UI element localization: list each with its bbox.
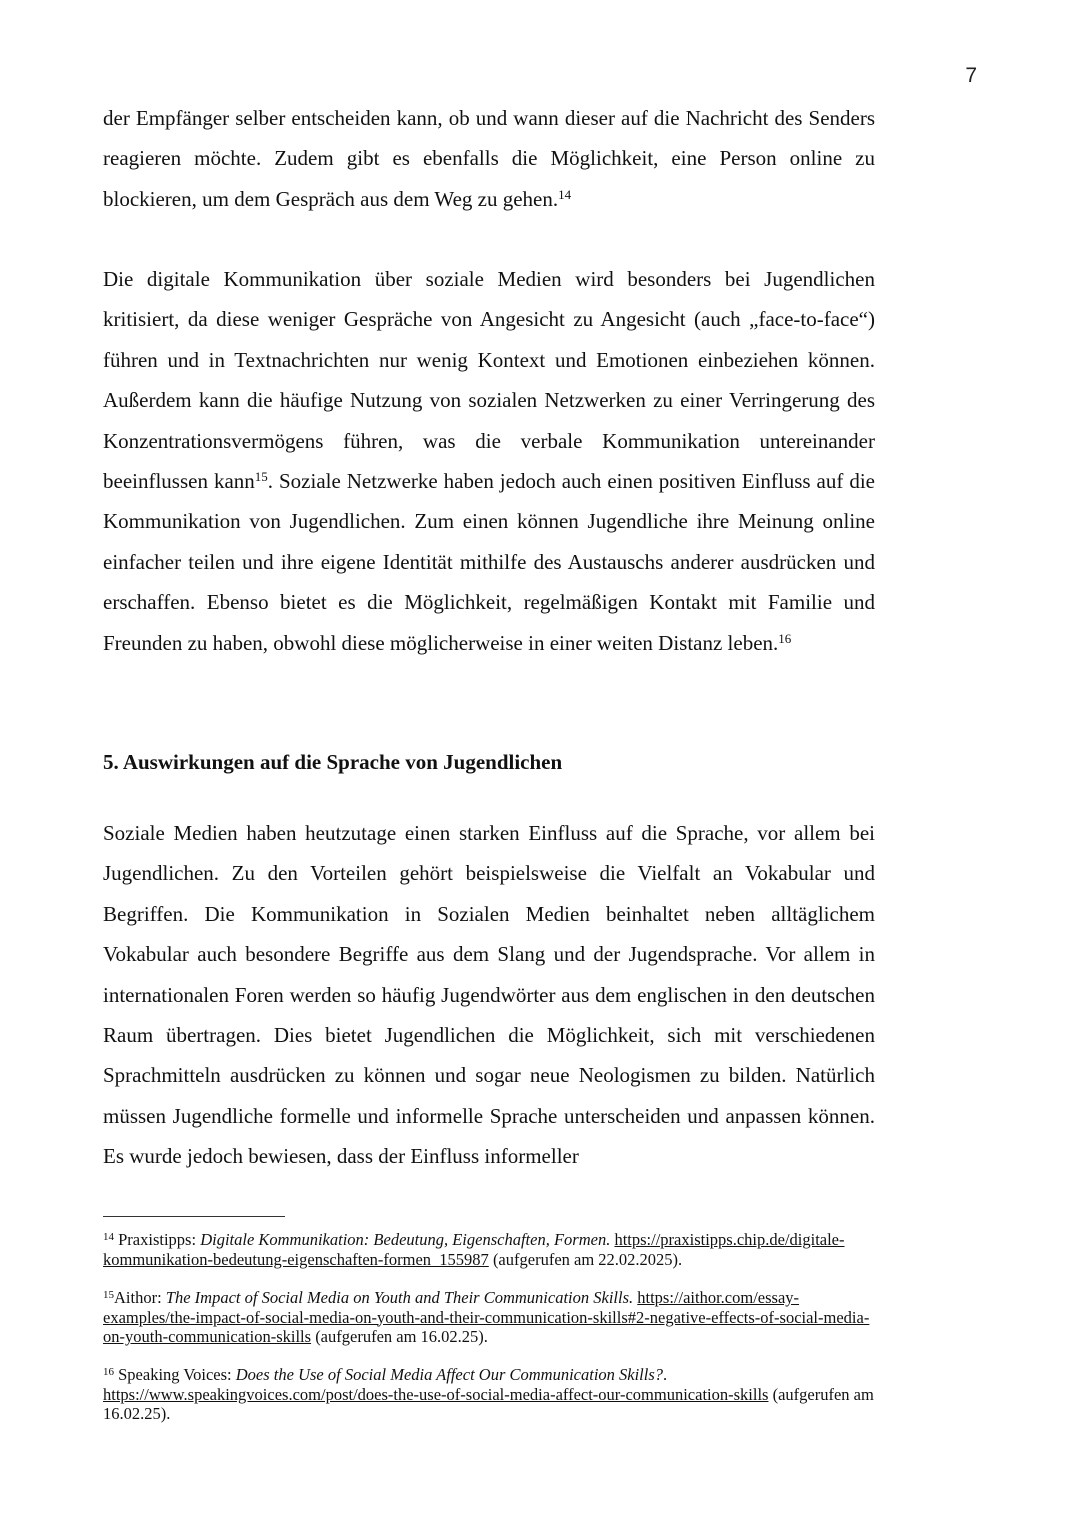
footnote-number: 14	[103, 1231, 114, 1243]
paragraph-text: der Empfänger selber entscheiden kann, ob und wann dieser auf die Nachricht des Senders reagieren möchte. Zudem gibt es ebenfalls die Möglichkeit, eine Person online zu blockieren, um dem Gespräch aus dem Weg zu gehen.	[103, 106, 875, 211]
footnote-accessed: (aufgerufen am 16.02.25).	[311, 1327, 488, 1347]
body-paragraph	[103, 98, 875, 219]
footnote-reference[interactable]: 14	[558, 186, 572, 202]
footnote	[103, 1365, 878, 1424]
footnote-reference[interactable]: 15	[254, 469, 268, 485]
section-heading: 5. Auswirkungen auf die Sprache von Jugendlichen	[103, 750, 563, 774]
paragraph-text: . Soziale Netzwerke haben jedoch auch einen positiven Einfluss auf die Kommunikation von Jugendlichen. Zum einen können Jugendliche ihre Meinung online einfacher teilen und ihre eigene Identität mithilfe des Austauschs anderer ausdrücken und erschaffen. Ebenso bietet es die Möglichkeit, regelmäßigen Kontakt mit Familie und Freunden zu haben, obwohl diese möglicherweise in einer weiten Distanz leben.	[103, 469, 875, 655]
footnote-title: Digitale Kommunikation: Bedeutung, Eigenschaften, Formen.	[200, 1230, 611, 1249]
page-number: 7	[965, 64, 977, 87]
footnote-separator	[103, 1216, 285, 1217]
footnote-source: Speaking Voices:	[114, 1365, 236, 1384]
footnote-number: 16	[103, 1366, 114, 1378]
paragraph-text: Soziale Medien haben heutzutage einen starken Einfluss auf die Sprache, vor allem bei Jugendlichen. Zu den Vorteilen gehört beispielsweise die Vielfalt an Vokabular und Begriffen. Die Kommunikation in Sozialen Medien beinhaltet neben alltäglichem Vokabular auch besondere Begriffe aus dem Slang und der Jugendsprache. Vor allem in internationalen Foren werden so häufig Jugendwörter aus dem englischen in den deutschen Raum übertragen. Dies bietet Jugendlichen die Möglichkeit, sich mit verschiedenen Sprachmitteln ausdrücken zu können und sogar neue Neologismen zu bilden. Natürlich müssen Jugendliche formelle und informelle Sprache unterscheiden und anpassen können. Es wurde jedoch bewiesen, dass der Einfluss informeller	[103, 821, 875, 1169]
footnote-reference[interactable]: 16	[778, 630, 792, 646]
footnote-link[interactable]: https://praxistipps.chip.de/digitale-kommunikation-bedeutung-eigenschaften-formen_155987	[103, 1230, 845, 1269]
footnote-source: Praxistipps:	[114, 1230, 201, 1249]
footnote-number: 15	[103, 1289, 114, 1301]
body-paragraph	[103, 259, 875, 663]
footnote	[103, 1288, 878, 1347]
footnote-title-suffix: .	[663, 1365, 668, 1384]
paragraph-text: Die digitale Kommunikation über soziale Medien wird besonders bei Jugendlichen kritisiert, da diese weniger Gespräche von Angesicht zu Angesicht (auch „face-to-face“) führen und in Textnachrichten nur wenig Kontext und Emotionen einbeziehen können. Außerdem kann die häufige Nutzung von sozialen Netzwerken zu einer Verringerung des Konzentrationsvermögens führen, was die verbale Kommunikation untereinander beeinflussen kann	[103, 267, 875, 494]
footnote-title: Does the Use of Social Media Affect Our Communication Skills?	[235, 1365, 664, 1384]
body-paragraph	[103, 813, 875, 1177]
footnote-link[interactable]: https://www.speakingvoices.com/post/does-the-use-of-social-media-affect-our-communication-skills	[103, 1384, 769, 1404]
footnote-accessed: (aufgerufen am 16.02.25).	[103, 1384, 874, 1424]
footnote-accessed: (aufgerufen am 22.02.2025).	[488, 1249, 683, 1269]
footnote-source: Aithor:	[114, 1288, 166, 1307]
footnote-link[interactable]: https://aithor.com/essay-examples/the-impact-of-social-media-on-youth-and-their-communication-skills#2-negative-effects-of-social-media-on-youth-communication-skills	[103, 1288, 870, 1347]
footnote-title: The Impact of Social Media on Youth and Their Communication Skills.	[165, 1288, 634, 1307]
footnote	[103, 1230, 878, 1269]
